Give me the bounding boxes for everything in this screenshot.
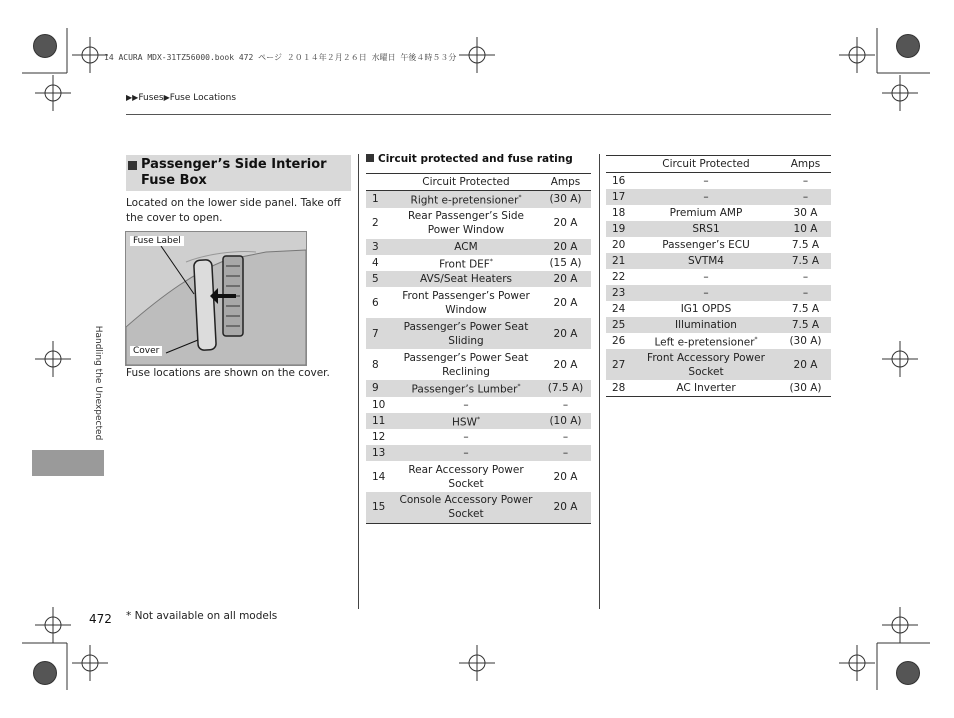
fuse-circuit [392,429,540,445]
fuse-circuit-text: Passenger’s Lumber [411,383,518,396]
fuse-circuit [632,205,780,221]
fuse-number: 23 [606,285,632,301]
table-row [606,333,831,350]
fuse-circuit [392,271,540,287]
fuse-number: 28 [606,380,632,396]
fuse-circuit-text: – [703,286,709,299]
section-title: Passenger’s Side Interior Fuse Box [141,157,327,188]
fuse-number: 13 [366,445,392,461]
fuse-circuit-text: Front Passenger’s Power Window [402,289,530,316]
table-row [606,285,831,301]
table-row [606,189,831,205]
fuse-circuit-text: AC Inverter [676,381,736,394]
fuse-amps: (15 A) [549,256,582,269]
fuse-number: 3 [366,239,392,255]
table-row [366,461,591,492]
fuse-number: 26 [612,334,626,347]
table-row [366,445,591,461]
fuse-box-illustration [125,231,307,366]
fuse-number: 15 [366,492,392,523]
footnote-mark: * [754,335,758,343]
fuse-amps: 20 A [780,349,831,380]
fuse-circuit [392,255,540,272]
color-rosette-icon [33,34,57,58]
fuse-number: 1 [366,191,392,208]
fuse-amps: (10 A) [540,413,591,430]
fuse-number: 10 [372,398,386,411]
fuse-amps: 20 A [540,318,591,349]
fuse-circuit-text: Passenger’s Power Seat Reclining [403,351,529,378]
header-rule [126,114,831,115]
table-header-row [606,156,831,173]
fuse-amps: – [802,270,809,283]
table-header-row [366,174,591,191]
fuse-circuit-text: AVS/Seat Heaters [419,273,513,285]
fuse-circuit-text: Right e-pretensioner [410,194,519,207]
fuse-amps: (7.5 A) [540,380,591,397]
fuse-amps: (30 A) [789,334,822,347]
table-row [606,221,831,237]
fuse-circuit [392,287,540,318]
color-rosette-icon [896,661,920,685]
fuse-circuit [632,221,780,237]
table-row [606,349,831,380]
column-divider-right [599,154,600,609]
table-row [606,380,831,396]
fuse-number: 11 [366,413,392,430]
column-divider-left [358,154,359,609]
table-row [366,239,591,255]
fuse-number: 12 [372,431,386,443]
fuse-circuit [632,317,780,333]
fuse-circuit [392,349,540,380]
fuse-circuit-text: Left e-pretensioner [654,336,755,348]
fuse-amps: 10 A [780,221,831,237]
fuse-amps: 20 A [553,217,578,229]
fuse-number: 2 [372,217,379,229]
fuse-circuit-text: Console Accessory Power Socket [399,494,533,521]
header-amps: Amps [540,174,591,191]
breadcrumb [126,93,236,103]
fuse-circuit-text: ACM [454,240,478,253]
color-rosette-icon [896,34,920,58]
table-row [606,205,831,221]
fuse-amps: 7.5 A [780,317,831,333]
fuse-number: 8 [372,358,379,371]
fuse-amps: – [780,285,831,301]
fuse-circuit [632,285,780,301]
footnote: * Not available on all models [126,610,278,622]
fuse-number: 14 [372,470,386,483]
fuse-number: 17 [606,189,632,205]
fuse-circuit-text: – [703,190,709,203]
table-row [366,271,591,287]
fuse-circuit [392,397,540,413]
fuse-amps: 20 A [553,358,578,371]
header-amps: Amps [780,156,831,173]
fuse-amps: 20 A [540,492,591,523]
fuse-circuit-text: – [703,174,709,187]
fuse-circuit [392,413,540,430]
fuse-amps: – [802,174,809,187]
fuse-circuit-text: – [463,431,469,443]
header-no [606,156,632,173]
fuse-circuit [392,318,540,349]
fuse-circuit [392,461,540,492]
fuse-circuit [632,333,780,350]
heading-square-icon [366,154,374,162]
fuse-circuit-text: Premium AMP [669,206,743,219]
fuse-circuit [392,191,540,208]
location-text: Located on the lower side panel. Take off the cover to open. [126,197,341,224]
fuse-circuit-text: IG1 OPDS [680,302,732,315]
fuse-circuit [632,253,780,269]
footnote-mark: * [517,383,521,390]
table-row [366,429,591,445]
table-row [366,287,591,318]
fuse-number: 6 [372,296,379,309]
fuse-circuit-text: SRS1 [692,222,720,235]
table-row [606,253,831,269]
fuse-number: 4 [372,256,379,269]
fuse-circuit [632,301,780,317]
fuse-circuit-text: SVTM4 [687,254,724,267]
table-row [606,317,831,333]
table-row [606,269,831,285]
fuse-amps: – [562,398,569,411]
fuse-number: 21 [606,253,632,269]
table-row [606,173,831,189]
page-number: 472 [89,612,112,626]
fuse-circuit [392,208,540,239]
fuse-circuit [632,189,780,205]
breadcrumb-fuses[interactable]: Fuses [138,93,164,103]
fuse-circuit [632,237,780,253]
fuse-amps: 20 A [540,271,591,287]
fuse-circuit-text: Illumination [675,318,737,331]
fuse-circuit-text: Rear Passenger’s Side Power Window [407,210,525,236]
fuse-amps: 20 A [553,296,578,309]
fuse-amps: – [562,431,569,443]
header-circuit: Circuit Protected [632,156,780,173]
fuse-number: 24 [612,302,626,315]
fuse-amps: (30 A) [780,380,831,396]
footnote-mark: * [518,194,522,201]
header-circuit: Circuit Protected [392,174,540,191]
fuse-circuit-text: Passenger’s ECU [662,238,750,251]
fuse-number: 7 [366,318,392,349]
fuse-circuit-text: HSW [452,416,477,428]
fuse-table-left [366,173,591,524]
fuse-number: 16 [612,174,626,187]
breadcrumb-fuse-locations[interactable]: Fuse Locations [169,93,237,103]
table-row [366,492,591,523]
fuse-number: 20 [612,238,626,251]
print-header: 14 ACURA MDX-31TZ56000.book 472 ページ ２０１４年２月２６日 水曜日 午後４時５３分 [104,53,457,62]
header-no [366,174,392,191]
fuse-circuit [392,380,540,397]
footnote-mark: * [476,415,480,423]
fuse-circuit-text: Front DEF [439,258,490,270]
fuse-number: 22 [612,270,626,283]
fuse-number: 18 [612,206,626,219]
fuse-circuit [632,380,780,396]
fuse-amps: 30 A [793,206,818,219]
fuse-amps: 20 A [540,239,591,255]
fuse-table-heading [366,153,573,165]
fuse-amps: 7.5 A [791,238,820,251]
fuse-circuit [632,173,780,189]
cover-callout: Cover [130,346,162,356]
table-row [366,318,591,349]
fuse-circuit-text: Front Accessory Power Socket [647,351,765,378]
table-row [366,191,591,208]
table-row [606,301,831,317]
fuse-circuit [392,445,540,461]
fuse-circuit-text: Rear Accessory Power Socket [408,463,524,490]
fuse-amps: 7.5 A [780,253,831,269]
table-row [366,413,591,430]
fuse-amps: – [780,189,831,205]
table-row [366,208,591,239]
fuse-circuit [632,349,780,380]
table-row [366,255,591,272]
fuse-number: 9 [366,380,392,397]
fuse-circuit-text: – [463,447,469,459]
table-row [366,349,591,380]
section-heading [126,155,351,191]
breadcrumb-arrows: ▶▶ [126,93,139,102]
figure-caption: Fuse locations are shown on the cover. [126,367,330,379]
breadcrumb-separator: ▶ [163,93,170,102]
chapter-tab-block [32,450,104,476]
fuse-table-right [606,155,831,397]
table-row [366,397,591,413]
fuse-amps: 20 A [553,470,578,483]
fuse-number: 27 [606,349,632,380]
fuse-amps: 7.5 A [791,302,820,315]
fuse-circuit-text: – [703,270,709,283]
fuse-circuit [632,269,780,285]
fuse-number: 5 [366,271,392,287]
fuse-table-heading-text: Circuit protected and fuse rating [378,153,573,165]
table-row [606,237,831,253]
fuse-label-callout: Fuse Label [130,236,184,246]
table-row [366,380,591,397]
fuse-circuit [392,239,540,255]
color-rosette-icon [33,661,57,685]
fuse-amps: (30 A) [540,191,591,208]
fuse-circuit-text: – [463,398,469,411]
side-tab-label: Handling the Unexpected [93,325,103,441]
side-tab[interactable] [88,320,108,450]
fuse-circuit-text: Passenger’s Power Seat Sliding [403,320,529,347]
footnote-mark: * [489,257,493,265]
fuse-number: 19 [606,221,632,237]
heading-square-icon [128,161,137,170]
fuse-number: 25 [606,317,632,333]
fuse-circuit [392,492,540,523]
fuse-amps: – [540,445,591,461]
